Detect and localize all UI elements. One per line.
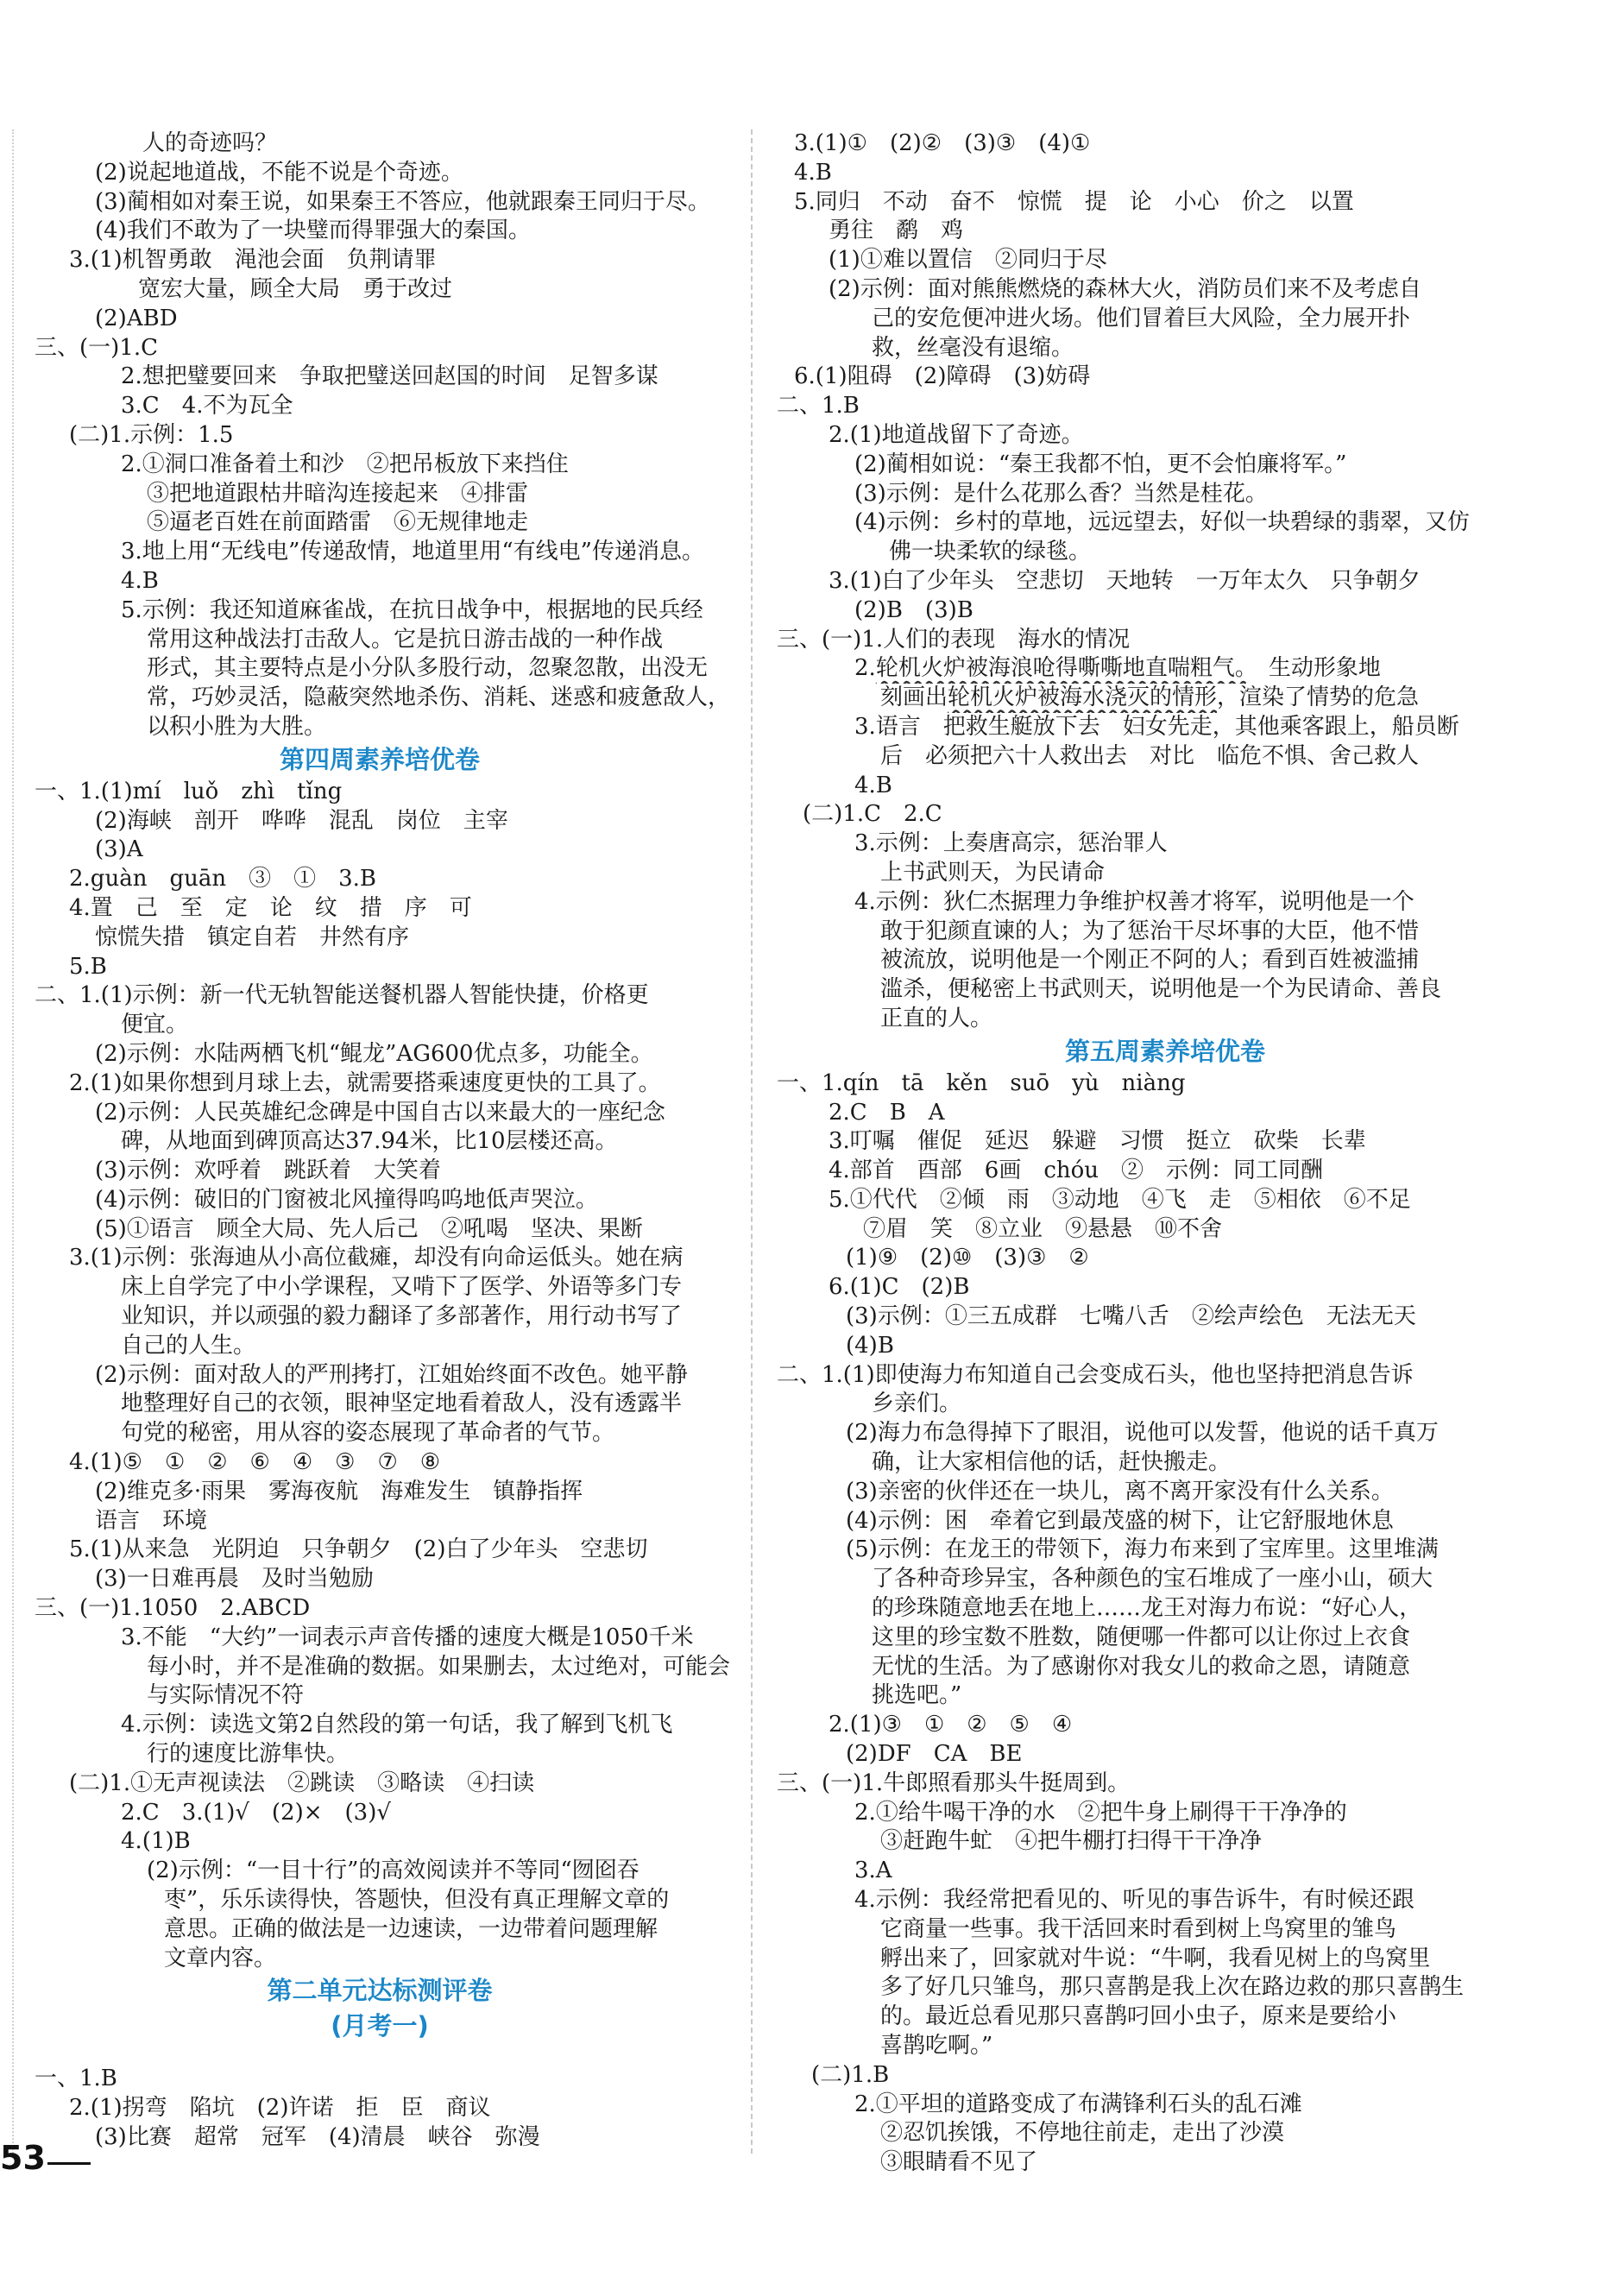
answer-line: 每小时，并不是准确的数据。如果删去，太过绝对，可能会 [147,1653,731,1680]
wavy-underlined-text: 轮机火炉被海水浇灭的情形 [948,684,1218,711]
answer-line [777,654,1579,684]
answer-line: 3.不能 “大约”一词表示声音传播的速度大概是1050千米 [121,1624,694,1650]
answer-line: 3.示例：上奏唐高宗，惩治罪人 [854,830,1168,857]
answer-line: (2)示例：水陆两栖飞机“鲲龙”AG600优点多，功能全。 [95,1040,653,1067]
answer-line: 4.B [854,772,892,798]
answer-line: 正直的人。 [880,1005,993,1031]
answer-line: 4.(1)B [121,1828,191,1855]
answer-line: 4.B [121,567,159,594]
answer-line: 2.C 3.(1)√ (2)× (3)√ [121,1799,391,1826]
answer-line: ③把地道跟枯井暗沟连接起来 ④排雷 [147,480,529,507]
answer-line: 3.(1)白了少年头 空悲切 天地转 一万年太久 只争朝夕 [829,567,1421,594]
answer-line: 2.①洞口准备着土和沙 ②把吊板放下来挡住 [121,451,569,477]
section-line: (二)1.C 2.C [803,801,942,828]
answer-line: (2)说起地道战，不能不说是个奇迹。 [95,159,463,186]
answer-line: (2)B (3)B [854,596,973,623]
page-number-rule [47,2162,91,2165]
answer-line: 2.(1)拐弯 陷坑 (2)许诺 拒 臣 商议 [69,2095,491,2122]
answer-line: 便宜。 [121,1012,189,1038]
answer-line: 5.同归 不动 奋不 惊慌 提 论 小心 价之 以置 [794,188,1354,215]
answer-line: (2)蔺相如说：“秦王我都不怕，更不会怕廉将军。” [854,451,1347,477]
section-line: 二、1.B [777,393,860,419]
answer-line: 喜鹊吃啊。” [880,2033,993,2059]
section-line: 一、1.(1)mí luǒ zhì tǐng [35,778,343,804]
page-number: 53 [0,2139,46,2177]
right-column [777,129,1579,2178]
answer-line: 与实际情况不符 [147,1682,305,1709]
answer-line: 了各种奇珍异宝，各种颜色的宝石堆成了一座小山，硕大 [872,1566,1433,1593]
answer-line: 己的安危便冲进火场。他们冒着巨大风险，全力展开扑 [872,305,1411,331]
answer-line: (1)①难以置信 ②同归于尽 [829,247,1107,274]
answer-line: 句党的秘密，用从容的姿态展现了革命者的气节。 [121,1420,615,1447]
answer-line: (4)示例：困 牵着它到最茂盛的树下，让它舒服地休息 [846,1507,1394,1534]
answer-line: ②忍饥挨饿，不停地往前走，走出了沙漠 [880,2120,1285,2147]
answer-line: 2.guàn guān ③ ① 3.B [69,866,376,893]
section-line: 一、1.B [35,2066,117,2092]
section-heading: 第二单元达标测评卷 [267,1976,493,2006]
answer-line: (3)一日难再晨 及时当勉励 [95,1566,374,1593]
answer-line: 佛一块柔软的绿毯。 [889,539,1092,565]
answer-line: (3)比赛 超常 冠军 (4)清晨 峡谷 弥漫 [95,2124,540,2150]
section-heading: 第五周素养培优卷 [1064,1036,1265,1066]
answer-line: 床上自学完了中小学课程，又啃下了医学、外语等多门专 [121,1274,683,1301]
answer-line: 宽宏大量，顾全大局 勇于改过 [138,275,453,302]
answer-line: 业知识，并以顽强的毅力翻译了多部著作，用行动书写了 [121,1303,683,1330]
answer-line: 文章内容。 [164,1945,277,1971]
answer-line: 形式，其主要特点是小分队多股行动，忽聚忽散，出没无 [147,655,709,682]
wavy-underlined-text: 轮机火炉被海浪呛得嘶嘶地直喘粗气。 [875,655,1246,682]
answer-fragment: 生动形象地 [1245,655,1381,682]
answer-line: 4.部首 酉部 6画 chóu ② 示例：同工同酬 [829,1157,1324,1184]
answer-line: 3.叮嘱 催促 延迟 躲避 习惯 挺立 砍柴 长辈 [829,1128,1366,1155]
answer-line: 3.C 4.不为瓦全 [121,393,293,419]
section-line: 三、(一)1.C [35,334,158,361]
answer-line: (2)示例：面对敌人的严刑拷打，江姐始终面不改色。她平静 [95,1361,688,1388]
answer-line: 5.B [69,953,107,980]
answer-line: (2)示例：面对熊熊燃烧的森林大火，消防员们来不及考虑自 [829,275,1421,302]
answer-line: (4)示例：破旧的门窗被北风撞得呜呜地低声哭泣。 [95,1186,598,1213]
answer-line: (4)我们不敢为了一块璧而得罪强大的秦国。 [95,218,531,244]
answer-line: 2.想把璧要回来 争取把璧送回赵国的时间 足智多谋 [121,363,658,390]
answer-line: 意思。正确的做法是一边速读，一边带着问题理解 [164,1915,658,1942]
answer-line: 5.示例：我还知道麻雀战，在抗日战争中，根据地的民兵经 [121,596,703,623]
answer-line: (2)示例：人民英雄纪念碑是中国自古以来最大的一座纪念 [95,1099,665,1126]
answer-line: (4)B [846,1332,894,1359]
section-line: (二)1.①无声视读法 ②跳读 ③略读 ④扫读 [69,1769,535,1796]
answer-line: 自己的人生。 [121,1332,256,1359]
answer-line: 2.(1)地道战留下了奇迹。 [829,421,1084,448]
answer-line: (3)蔺相如对秦王说，如果秦王不答应，他就跟秦王同归于尽。 [95,188,710,215]
section-heading: 第四周素养培优卷 [279,744,480,774]
answer-line: 4.置 己 至 定 论 纹 措 序 可 [69,894,472,921]
answer-line: 地整理好自己的衣领，眼神坚定地看着敌人，没有透露半 [121,1391,683,1417]
answer-line: 2.(1)如果你想到月球上去，就需要搭乘速度更快的工具了。 [69,1069,661,1096]
answer-line: 滥杀，便秘密上书武则天，说明他是一个为民请命、善良 [880,976,1442,1003]
answer-line: ③赶跑牛虻 ④把牛棚打扫得干干净净 [880,1828,1263,1855]
answer-line: 它商量一些事。我干活回来时看到树上鸟窝里的雏鸟 [880,1915,1397,1942]
answer-line: (1)⑨ (2)⑩ (3)③ ② [846,1245,1089,1271]
answer-line: 常用这种战法打击敌人。它是抗日游击战的一种作战 [147,626,664,653]
answer-line: 上书武则天，为民请命 [880,859,1106,886]
answer-line: (2)海峡 剖开 哗哗 混乱 岗位 主宰 [95,807,508,834]
answer-line: 后 必须把六十人救出去 对比 临危不惧、舍己救人 [880,742,1420,769]
answer-line: 无忧的生活。为了感谢你对我女儿的救命之恩，请随意 [872,1653,1411,1680]
answer-line: (2)DF CA BE [846,1741,1023,1768]
answer-line: 碑，从地面到碑顶高达37.94米，比10层楼还高。 [121,1128,618,1155]
left-column [35,129,751,2153]
answer-line: 的。最近总看见那只喜鹊叼回小虫子，原来是要给小 [880,2003,1397,2030]
answer-line: 5.①代代 ②倾 雨 ③动地 ④飞 走 ⑤相依 ⑥不足 [829,1186,1411,1213]
answer-line: 常，巧妙灵活，隐蔽突然地杀伤、消耗、迷惑和疲惫敌人， [147,684,731,711]
answer-line: 勇往 鹬 鸡 [829,218,964,244]
answer-line: (3)示例：欢呼着 跳跃着 大笑着 [95,1157,441,1184]
answer-line: (4)示例：乡村的草地，远远望去，好似一块碧绿的翡翠，又仿 [854,509,1470,536]
answer-line: 确，让大家相信他的话，赶快搬走。 [872,1449,1232,1476]
answer-line: 语言 环境 [95,1507,208,1534]
answer-line: 2.(1)③ ① ② ⑤ ④ [829,1712,1073,1738]
answer-line: 挑选吧。” [872,1682,962,1709]
section-line: 三、(一)1.人们的表现 海水的情况 [777,626,1131,653]
section-subheading: (月考一) [331,2011,429,2041]
answer-line: 乡亲们。 [872,1391,962,1417]
answer-line: 2.C B A [829,1099,945,1126]
answer-fragment: ，渲染了情势的危急 [1217,684,1420,711]
answer-line: 3.(1)机智勇敢 渑池会面 负荆请罪 [69,247,437,274]
section-line: 一、1.qín tā kěn suō yù niàng [777,1069,1186,1096]
answer-line: (2)ABD [95,305,178,331]
answer-line: 惊慌失措 镇定自若 井然有序 [95,924,410,950]
answer-line: 2.①给牛喝干净的水 ②把牛身上刷得干干净净的 [854,1799,1347,1826]
answer-line: 被流放，说明他是一个刚正不阿的人；看到百姓被滥捕 [880,947,1420,974]
answer-line: 2.①平坦的道路变成了布满锋利石头的乱石滩 [854,2091,1302,2117]
answer-line: (3)示例：①三五成群 七嘴八舌 ②绘声绘色 无法无天 [846,1303,1416,1330]
answer-line: ③眼睛看不见了 [880,2149,1038,2176]
section-line: (二)1.示例：1.5 [69,421,234,448]
answer-line: 4.示例：狄仁杰据理力争维护权善才将军，说明他是一个 [854,888,1415,915]
answer-line: (5)①语言 顾全大局、先人后己 ②吼喝 坚决、果断 [95,1215,643,1242]
answer-line: 的珍珠随意地丢在地上……龙王对海力布说：“好心人， [872,1595,1422,1622]
answer-line: 以积小胜为大胜。 [147,713,327,740]
answer-line: 5.(1)从来急 光阴迫 只争朝夕 (2)白了少年头 空悲切 [69,1536,648,1563]
section-line: 二、1.(1)即使海力布知道自己会变成石头，他也坚持把消息告诉 [777,1361,1414,1388]
section-line: 三、(一)1.1050 2.ABCD [35,1595,311,1622]
answer-line: (5)示例：在龙王的带领下，海力布来到了宝库里。这里堆满 [846,1536,1439,1563]
answer-line: 多了好几只雏鸟，那只喜鹊是我上次在路边救的那只喜鹊生 [880,1974,1465,2001]
answer-line: 枣”，乐乐读得快，答题快，但没有真正理解文章的 [164,1887,670,1914]
answer-line: 人的奇迹吗？ [142,130,278,156]
answer-line: ⑤逼老百姓在前面踏雷 ⑥无规律地走 [147,509,529,536]
answer-line: (2)海力布急得掉下了眼泪，说他可以发誓，他说的话千真万 [846,1420,1439,1447]
answer-line: (2)维克多·雨果 雾海夜航 海难发生 镇静指挥 [95,1478,583,1504]
answer-line: 6.(1)C (2)B [829,1274,970,1301]
answer-line: 3.(1)示例：张海迪从小高位截瘫，却没有向命运低头。她在病 [69,1245,684,1271]
answer-line: ⑦眉 笑 ⑧立业 ⑨悬悬 ⑩不舍 [863,1215,1223,1242]
answer-line: 孵出来了，回家就对牛说：“牛啊，我看见树上的鸟窝里 [880,1945,1431,1971]
answer-line: (3)亲密的伙伴还在一块儿，离不离开家没有什么关系。 [846,1478,1394,1504]
answer-line: 4.示例：读选文第2自然段的第一句话，我了解到飞机飞 [121,1712,673,1738]
answer-line: (3)A [95,836,143,863]
answer-fragment: 2. [854,655,876,682]
section-line: (二)1.B [811,2061,890,2088]
answer-line: 3.语言 把救生艇放下去 妇女先走，其他乘客跟上，船员断 [854,713,1459,740]
answer-line: 4.示例：我经常把看见的、听见的事告诉牛，有时候还跟 [854,1887,1415,1914]
answer-line: 救，丝毫没有退缩。 [872,334,1074,361]
answer-line: 4.B [794,159,832,186]
answer-line: (2)示例：“一目十行”的高效阅读并不等同“囫囵吞 [147,1858,640,1884]
answer-line: 6.(1)阻碍 (2)障碍 (3)妨碍 [794,363,1091,390]
answer-line: (3)示例：是什么花那么香？当然是桂花。 [854,480,1268,507]
answer-line: 3.A [854,1858,892,1884]
section-line: 三、(一)1.牛郎照看那头牛挺周到。 [777,1769,1131,1796]
answer-line [777,684,1579,713]
answer-line: 4.(1)⑤ ① ② ⑥ ④ ③ ⑦ ⑧ [69,1449,441,1476]
answer-line: 敢于犯颜直谏的人；为了惩治干尽坏事的大臣，他不惜 [880,918,1420,944]
answer-fragment: 刻画出 [880,684,948,711]
answer-line: 3.(1)① (2)② (3)③ (4)① [794,130,1091,156]
column-divider [751,129,753,2154]
answer-line: 3.地上用“无线电”传递敌情，地道里用“有线电”传递消息。 [121,539,704,565]
answer-line: 行的速度比游隼快。 [147,1741,350,1768]
answer-line: 这里的珍宝数不胜数，随便哪一件都可以让你过上衣食 [872,1624,1411,1650]
section-line: 二、1.(1)示例：新一代无轨智能送餐机器人智能快捷，价格更 [35,982,649,1009]
binding-edge [12,129,14,2154]
